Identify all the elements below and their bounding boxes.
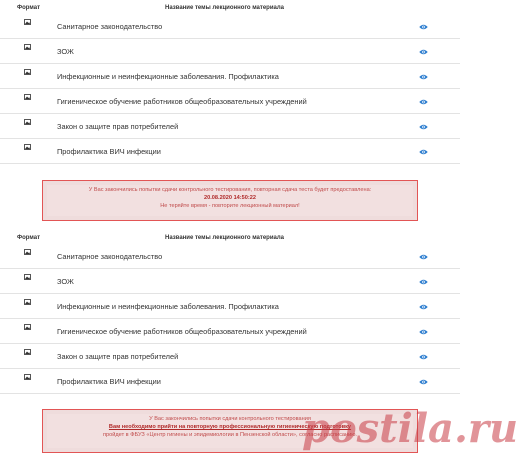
image-format-icon — [24, 119, 31, 125]
lecture-row[interactable] — [0, 14, 460, 39]
lecture-title[interactable]: Санитарное законодательство — [57, 252, 163, 261]
header-format: Формат — [17, 235, 41, 241]
lecture-row[interactable] — [0, 39, 460, 64]
eye-icon[interactable] — [419, 254, 428, 260]
image-format-icon — [24, 274, 31, 280]
table-header — [0, 4, 460, 14]
eye-icon[interactable] — [419, 354, 428, 360]
lecture-table-1 — [0, 4, 460, 164]
image-format-icon — [24, 349, 31, 355]
lecture-title[interactable]: ЗОЖ — [57, 47, 74, 56]
table-header — [0, 234, 460, 244]
alert-details: пройдет в ФБУЗ «Центр гигиены и эпидемиологии в Пензенской области», согласно расписанию. — [103, 432, 357, 438]
alert-message: У Вас закончились попытки сдачи контрольного тестирования — [149, 416, 311, 422]
eye-icon[interactable] — [419, 329, 428, 335]
lecture-title[interactable]: Санитарное законодательство — [57, 22, 163, 31]
lecture-title[interactable]: Профилактика ВИЧ инфекции — [57, 377, 161, 386]
lecture-title[interactable]: Гигиеническое обучение работников общеобразовательных учреждений — [57, 327, 307, 336]
eye-icon[interactable] — [419, 74, 428, 80]
lecture-row[interactable] — [0, 269, 460, 294]
lecture-title[interactable]: Закон о защите прав потребителей — [57, 352, 179, 361]
image-format-icon — [24, 299, 31, 305]
lecture-table-2 — [0, 234, 460, 394]
image-format-icon — [24, 69, 31, 75]
lecture-row[interactable] — [0, 344, 460, 369]
eye-icon[interactable] — [419, 149, 428, 155]
lecture-row[interactable] — [0, 319, 460, 344]
image-format-icon — [24, 324, 31, 330]
header-title: Название темы лекционного материала — [165, 235, 285, 241]
eye-icon[interactable] — [419, 304, 428, 310]
eye-icon[interactable] — [419, 24, 428, 30]
lecture-row[interactable] — [0, 369, 460, 394]
watermark: postila.ru — [302, 405, 518, 452]
eye-icon[interactable] — [419, 279, 428, 285]
lecture-title[interactable]: Инфекционные и неинфекционные заболевания. Профилактика — [57, 72, 279, 81]
lecture-title[interactable]: Закон о защите прав потребителей — [57, 122, 179, 131]
alert-date: 20.08.2020 14:50:22 — [204, 195, 256, 201]
image-format-icon — [24, 94, 31, 100]
lecture-title[interactable]: Гигиеническое обучение работников общеобразовательных учреждений — [57, 97, 307, 106]
lecture-title[interactable]: Инфекционные и неинфекционные заболевания. Профилактика — [57, 302, 279, 311]
retest-alert — [42, 180, 418, 221]
eye-icon[interactable] — [419, 49, 428, 55]
lecture-title[interactable]: Профилактика ВИЧ инфекции — [57, 147, 161, 156]
eye-icon[interactable] — [419, 99, 428, 105]
lecture-row[interactable] — [0, 139, 460, 164]
image-format-icon — [24, 249, 31, 255]
image-format-icon — [24, 19, 31, 25]
eye-icon[interactable] — [419, 379, 428, 385]
image-format-icon — [24, 44, 31, 50]
lecture-row[interactable] — [0, 114, 460, 139]
lecture-row[interactable] — [0, 64, 460, 89]
lecture-row[interactable] — [0, 294, 460, 319]
image-format-icon — [24, 374, 31, 380]
alert-hint: Не теряйте время - повторите лекционный материал! — [160, 203, 300, 209]
lecture-title[interactable]: ЗОЖ — [57, 277, 74, 286]
eye-icon[interactable] — [419, 124, 428, 130]
retraining-link[interactable]: Вам необходимо прийти на повторную профессиональную гигиеническую подготовку — [108, 424, 352, 430]
lecture-row[interactable] — [0, 244, 460, 269]
header-title: Название темы лекционного материала — [165, 5, 285, 11]
header-format: Формат — [17, 5, 41, 11]
alert-message: У Вас закончились попытки сдачи контрольного тестирования, повторная сдача теста будет предоставлена: — [88, 187, 372, 193]
lecture-row[interactable] — [0, 89, 460, 114]
image-format-icon — [24, 144, 31, 150]
